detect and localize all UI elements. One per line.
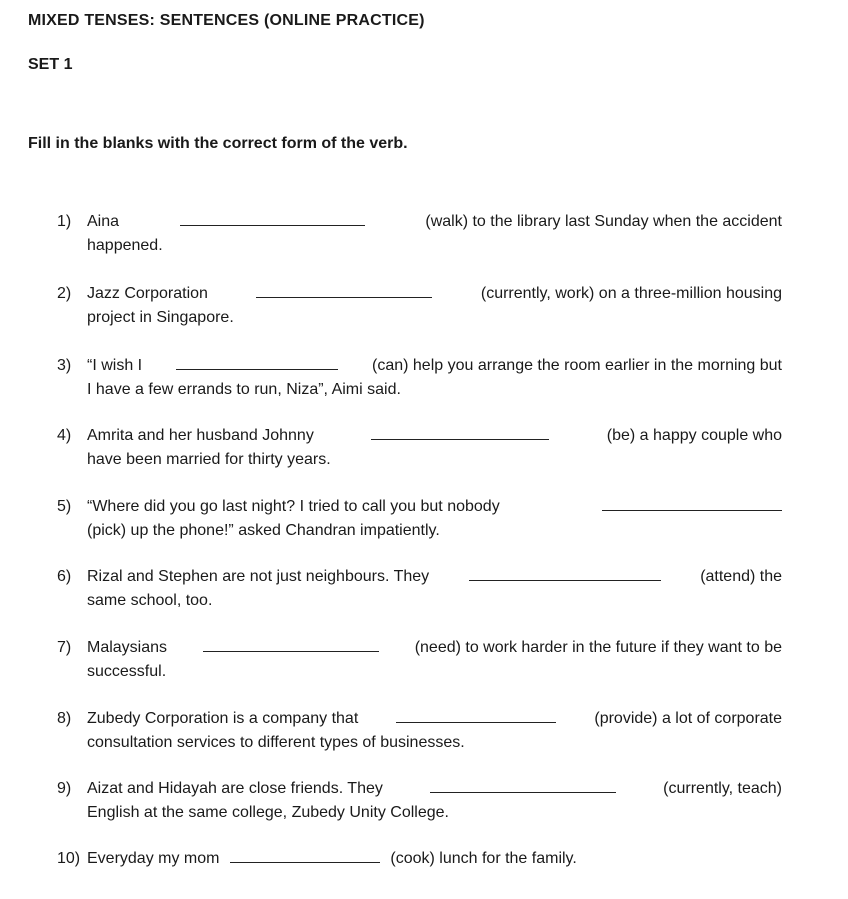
answer-blank[interactable]: [230, 848, 380, 863]
question-number: 5): [57, 498, 72, 515]
question-text-before: Aina: [87, 213, 120, 230]
question-text-after: (currently, work) on a three-million housing: [480, 285, 783, 302]
answer-blank[interactable]: [180, 211, 365, 226]
answer-blank[interactable]: [602, 496, 782, 511]
set-label: SET 1: [28, 56, 73, 73]
question-text-continued: successful.: [87, 663, 167, 680]
question-7: [57, 636, 782, 684]
answer-blank[interactable]: [430, 778, 616, 793]
question-text-continued: (pick) up the phone!” asked Chandran impatiently.: [87, 522, 440, 539]
question-text-before: Zubedy Corporation is a company that: [87, 710, 359, 727]
question-text-after: (need) to work harder in the future if they want to be: [414, 639, 782, 656]
question-number: 8): [57, 710, 72, 727]
question-text-after: (attend) the: [700, 568, 783, 585]
question-text-after: (walk) to the library last Sunday when the accident: [425, 213, 782, 230]
question-3: [57, 354, 782, 402]
instruction: Fill in the blanks with the correct form of the verb.: [28, 135, 408, 152]
worksheet-title: MIXED TENSES: SENTENCES (ONLINE PRACTICE): [28, 12, 425, 29]
question-text-after: (provide) a lot of corporate: [594, 710, 783, 727]
answer-blank[interactable]: [203, 637, 379, 652]
answer-blank[interactable]: [396, 708, 556, 723]
answer-blank[interactable]: [256, 283, 432, 298]
question-text-before: Everyday my mom: [87, 850, 220, 867]
question-text-after: (be) a happy couple who: [606, 427, 783, 444]
question-text-before: Malaysians: [87, 639, 168, 656]
question-9: [57, 777, 782, 825]
question-2: [57, 282, 782, 330]
question-text-continued: consultation services to different types of businesses.: [87, 734, 465, 751]
answer-blank[interactable]: [469, 566, 661, 581]
question-1: [57, 210, 782, 258]
question-text-before: “Where did you go last night? I tried to call you but nobody: [87, 498, 500, 515]
question-text-continued: happened.: [87, 237, 163, 254]
question-text-before: “I wish I: [87, 357, 143, 374]
question-4: [57, 424, 782, 472]
question-number: 3): [57, 357, 72, 374]
question-text-before: Rizal and Stephen are not just neighbours. They: [87, 568, 430, 585]
question-8: [57, 707, 782, 755]
question-5: [57, 495, 782, 543]
question-text-continued: have been married for thirty years.: [87, 451, 331, 468]
question-number: 2): [57, 285, 72, 302]
question-number: 1): [57, 213, 72, 230]
answer-blank[interactable]: [371, 425, 549, 440]
question-10: [57, 847, 782, 871]
question-text-continued: English at the same college, Zubedy Unity College.: [87, 804, 449, 821]
question-text-before: Aizat and Hidayah are close friends. They: [87, 780, 383, 797]
question-number: 9): [57, 780, 72, 797]
question-number: 4): [57, 427, 72, 444]
question-number: 7): [57, 639, 72, 656]
question-text-after: (cook) lunch for the family.: [390, 850, 577, 867]
question-text-after: (can) help you arrange the room earlier in the morning but: [372, 357, 782, 374]
question-text-continued: I have a few errands to run, Niza”, Aimi said.: [87, 381, 401, 398]
question-text-continued: project in Singapore.: [87, 309, 234, 326]
question-text-before: Amrita and her husband Johnny: [87, 427, 314, 444]
question-6: [57, 565, 782, 613]
question-number: 10): [57, 850, 81, 867]
answer-blank[interactable]: [176, 355, 338, 370]
question-number: 6): [57, 568, 72, 585]
question-text-after: (currently, teach): [663, 780, 783, 797]
question-text-before: Jazz Corporation: [87, 285, 208, 302]
question-text-continued: same school, too.: [87, 592, 213, 609]
